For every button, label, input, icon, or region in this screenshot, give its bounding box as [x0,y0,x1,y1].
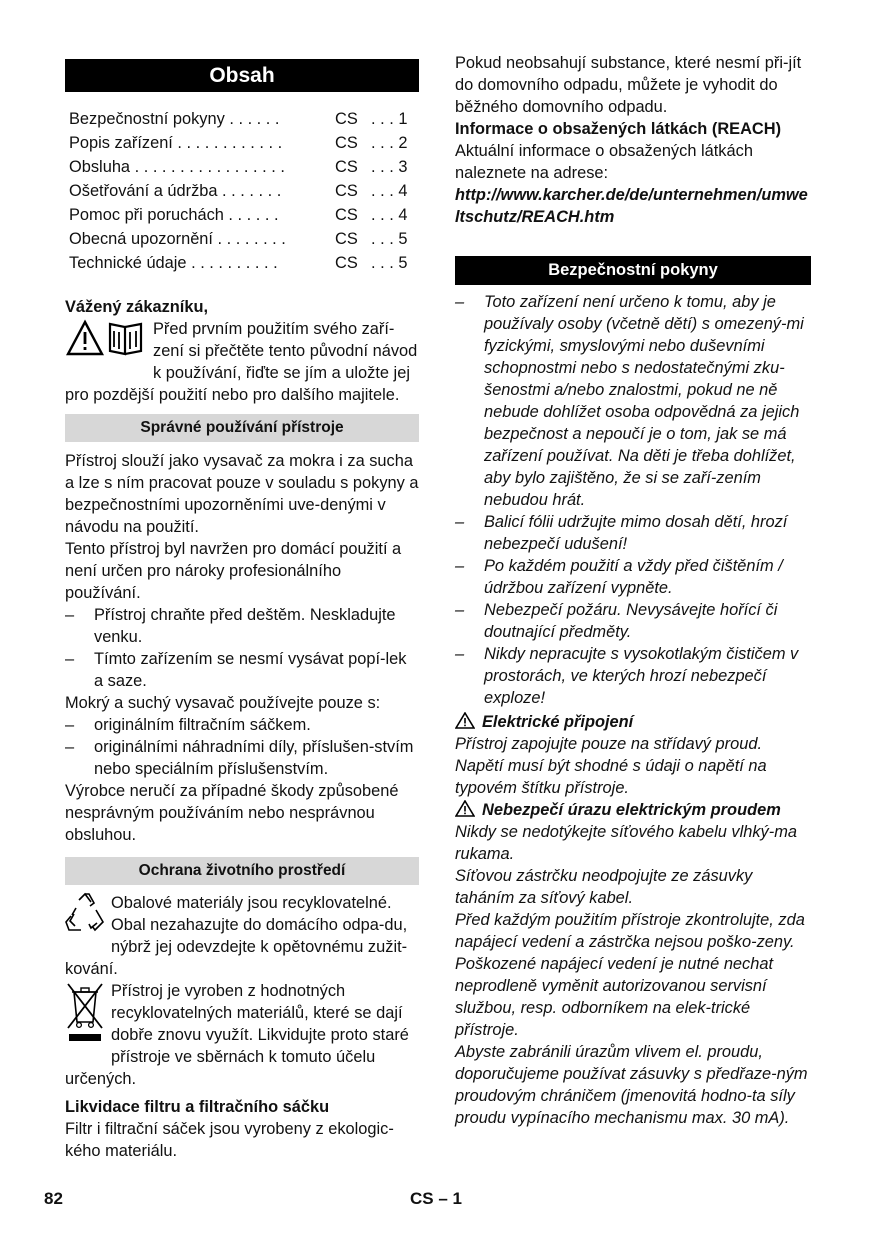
shock-heading [455,799,811,821]
toc-lang: CS [335,134,358,152]
proper-use-para-1: Přístroj slouží jako vysavač za mokra i za sucha a lze s ním pracovat pouze v souladu s pokyny a bezpečnostními upozorněními uve-denými v návodu na použití. [65,452,419,536]
filter-heading: Likvidace filtru a filtračního sáčku [65,1098,330,1116]
toc-entry[interactable] [65,155,419,179]
electrical-heading [455,711,811,733]
shock-para: Abyste zabránili úrazům vlivem el. proudu, doporučujeme používat zásuvky s předřaze-ným proudovým chráničem (jmenovitá hodno-ta síly proudu vypínacího mechanismu max. 30 mA). [455,1043,808,1127]
filter-text: Filtr i filtrační sáček jsou vyrobeny z ekologic-kého materiálu. [65,1120,394,1160]
toc-list [65,107,419,275]
toc-entry[interactable] [65,107,419,131]
toc-page: . . . 2 [371,134,408,152]
warning-icon [455,712,475,729]
toc-title: Obsah [65,59,419,92]
list-item: – Přístroj chraňte před deštěm. Neskladujte venku. [65,604,419,648]
toc-entry[interactable] [65,203,419,227]
section-marker: CS – 1 [410,1189,462,1208]
shock-para: Před každým použitím přístroje zkontrolujte, zda napájecí vedení a zástrčka nejsou poško-zeny. Poškozené napájecí vedení je nutné nechat neprodleně vyměnit autorizovanou servisní službou, resp. odborníkem na elek-trické přístroje. [455,911,805,1039]
toc-label: Ošetřování a údržba . . . . . . . [69,182,282,200]
recycling-icon [65,892,105,940]
toc-lang: CS [335,182,358,200]
shock-para: Síťovou zástrčku neodpojujte ze zásuvky taháním za síťový kabel. [455,867,753,907]
proper-use-section [65,450,419,846]
toc-lang: CS [335,110,358,128]
shock-para: Nikdy se nedotýkejte síťového kabelu vlhký-ma rukama. [455,823,797,863]
proper-use-list-1 [65,604,419,692]
toc-lang: CS [335,206,358,224]
recycling-text: Obalové materiály jsou recyklovatelné. Obal nezahazujte do domácího odpa-du, nýbrž jej odevzdejte k opětovnému zužit-kování. [65,894,408,978]
recycling-block [65,892,419,980]
electrical-text: Přístroj zapojujte pouze na střídavý proud. Napětí musí být shodné s údaji o napětí na typovém štítku přístroje. [455,735,767,797]
warning-manual-icon [65,318,147,364]
toc-label: Popis zařízení . . . . . . . . . . . . [69,134,283,152]
warning-icon [455,800,475,817]
proper-use-para-3: Mokrý a suchý vysavač používejte pouze s: [65,694,381,712]
toc-page: . . . 3 [371,158,408,176]
toc-lang: CS [335,254,358,272]
electrical-heading-text: Elektrické připojení [482,713,634,731]
safety-section [455,291,811,1129]
list-item: – originálním filtračním sáčkem. [65,714,419,736]
toc-entry[interactable] [65,251,419,275]
toc-page: . . . 5 [371,254,408,272]
list-item: – Toto zařízení není určeno k tomu, aby je používaly osoby (včetně dětí) s omezený-mi fyzickými, smyslovými nebo duševními schopnostmi nebo s nedostatečnými zku-šenostmi a/nebo znalostmi, pokud ne ně nebude dohlížet osoba odpovědná za jejich bezpečnost a nepoučí je o tom, jak se má zařízení používat. Na děti je třeba dohlížet, aby bylo zajištěno, že si se zaří-zením nebudou hrát. [455,291,811,511]
toc-entry[interactable] [65,179,419,203]
proper-use-para-2: Tento přístroj byl navržen pro domácí použití a není určen pro nároky profesionálního používání. [65,540,402,602]
toc-label: Obsluha . . . . . . . . . . . . . . . . . [69,158,285,176]
proper-use-heading: Správné používání přístroje [65,414,419,442]
toc-lang: CS [335,158,358,176]
toc-entry[interactable] [65,131,419,155]
proper-use-para-4: Výrobce neručí za případné škody způsobené nesprávným používáním nebo nesprávnou obsluhou. [65,782,399,844]
reach-section [455,52,811,228]
toc-page: . . . 4 [371,182,408,200]
list-item: – Balicí fólii udržujte mimo dosah dětí, hrozí nebezpečí udušení! [455,511,811,555]
greeting-heading: Vážený zákazníku, [65,298,209,316]
reach-text: Aktuální informace o obsažených látkách naleznete na adrese: [455,142,753,182]
reach-url-link[interactable]: http://www.karcher.de/de/unternehmen/umweltschutz/REACH.htm [455,186,808,226]
toc-lang: CS [335,230,358,248]
environment-heading: Ochrana životního prostředí [65,857,419,885]
waste-para: Pokud neobsahují substance, které nesmí při-jít do domovního odpadu, můžete je vyhodit do běžného domovního odpadu. [455,54,802,116]
toc-label: Technické údaje . . . . . . . . . . [69,254,278,272]
toc-label: Pomoc při poruchách . . . . . . [69,206,279,224]
greeting-text: Před prvním použitím svého zaří-zení si přečtěte tento původní návod k používání, řiďte se jím a uložte jej pro pozdější použití nebo pro dalšího majitele. [65,320,418,404]
toc-page: . . . 5 [371,230,408,248]
environment-section [65,892,419,1162]
list-item: – Nebezpečí požáru. Nevysávejte hořící či doutnající předměty. [455,599,811,643]
shock-heading-text: Nebezpečí úrazu elektrickým proudem [482,801,781,819]
list-item: – Po každém použití a vždy před čištěním / údržbou zařízení vypněte. [455,555,811,599]
disposal-block [65,980,419,1090]
safety-list [455,291,811,709]
proper-use-list-2 [65,714,419,780]
disposal-text: Přístroj je vyroben z hodnotných recyklovatelných materiálů, které se dají dobře znovu využít. Likvidujte proto staré přístroje ve sběrnách k tomuto účelu určených. [65,982,409,1088]
toc-label: Obecná upozornění . . . . . . . . [69,230,286,248]
toc-entry[interactable] [65,227,419,251]
toc-page: . . . 1 [371,110,408,128]
toc-label: Bezpečnostní pokyny . . . . . . [69,110,280,128]
crossed-bin-icon [65,980,105,1050]
toc-page: . . . 4 [371,206,408,224]
page-number: 82 [44,1189,63,1208]
list-item: – Nikdy nepracujte s vysokotlakým čističem v prostorách, ve kterých hrozí nebezpečí exploze! [455,643,811,709]
reach-heading: Informace o obsažených látkách (REACH) [455,120,782,138]
safety-heading: Bezpečnostní pokyny [455,256,811,285]
greeting-block [65,318,419,406]
list-item: – originálními náhradními díly, příslušen-stvím nebo speciálním příslušenstvím. [65,736,419,780]
list-item: – Tímto zařízením se nesmí vysávat popí-lek a saze. [65,648,419,692]
